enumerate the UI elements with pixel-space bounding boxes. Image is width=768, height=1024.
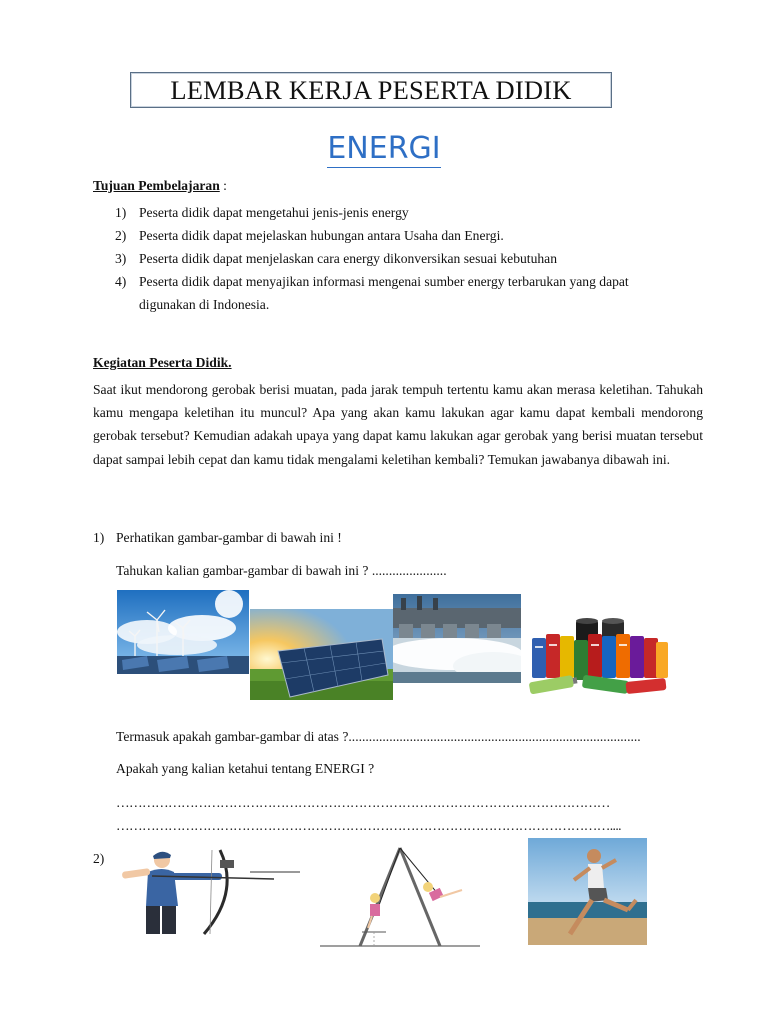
objectives-heading-line [93, 178, 227, 194]
question-1-ask-1: Tahukan kalian gambar-gambar di bawah ini ? ...................... [116, 563, 447, 578]
objective-text: Peserta didik dapat menyajikan informasi mengenai sumber energy terbarukan yang dapat [139, 274, 629, 289]
objective-number: 4) [115, 274, 127, 289]
objective-text: Peserta didik dapat mengetahui jenis-jenis energy [139, 205, 409, 220]
objective-item [115, 270, 685, 318]
question-1-ask-2: Termasuk apakah gambar-gambar di atas ?...................................................................................... [116, 729, 641, 744]
objectives-colon: : [219, 178, 227, 193]
subject-title-text: ENERGI [327, 131, 441, 166]
question-2-number: 2) [93, 851, 105, 866]
question-1-prompt: Perhatikan gambar-gambar di bawah ini ! [116, 530, 342, 545]
objective-text-continued: digunakan di Indonesia. [139, 297, 270, 312]
swing-image [320, 842, 480, 950]
runner-image [528, 838, 647, 945]
activity-heading: Kegiatan Peserta Didik. [93, 355, 232, 370]
objective-number: 1) [115, 205, 127, 220]
objectives-heading: Tujuan Pembelajaran [93, 178, 220, 193]
solar-panel-image [250, 609, 393, 700]
objective-item [115, 201, 685, 225]
subject-title [0, 131, 768, 166]
wind-turbines-image [117, 590, 249, 674]
objective-text: Peserta didik dapat menjelaskan cara energy dikonversikan sesuai kebutuhan [139, 251, 557, 266]
objective-item [115, 224, 685, 248]
question-1-number: 1) [93, 530, 105, 545]
batteries-image [526, 616, 671, 700]
archer-image [112, 846, 304, 938]
objective-text: Peserta didik dapat mejelaskan hubungan antara Usaha dan Energi. [139, 228, 504, 243]
activity-paragraph: Saat ikut mendorong gerobak berisi muatan, pada jarak tempuh tertentu kamu akan merasa keletihan. Tahukah kamu mengapa keletihan itu muncul? Apa yang akan kamu lakukan agar kamu dapat kembali mendorong gerobak tersebut? Kemudian adakah upaya yang dapat kamu lakukan agar gerobak yang berisi muatan tersebut dapat sampai lebih cepat dan kamu tidak mengalami keletihan kembali? Temukan jawabanya dibawah ini. [93, 382, 703, 467]
worksheet-title: LEMBAR KERJA PESERTA DIDIK [130, 72, 612, 108]
objective-item [115, 247, 685, 271]
objective-number: 2) [115, 228, 127, 243]
answer-line-2: …………………………………………………………………………………………………….... [116, 818, 621, 833]
hydroelectric-dam-image [393, 594, 521, 683]
answer-line-1: …………………………………………………………………………………………………… [116, 795, 610, 810]
question-1-ask-3: Apakah yang kalian ketahui tentang ENERGI ? [116, 761, 375, 776]
objective-number: 3) [115, 251, 127, 266]
